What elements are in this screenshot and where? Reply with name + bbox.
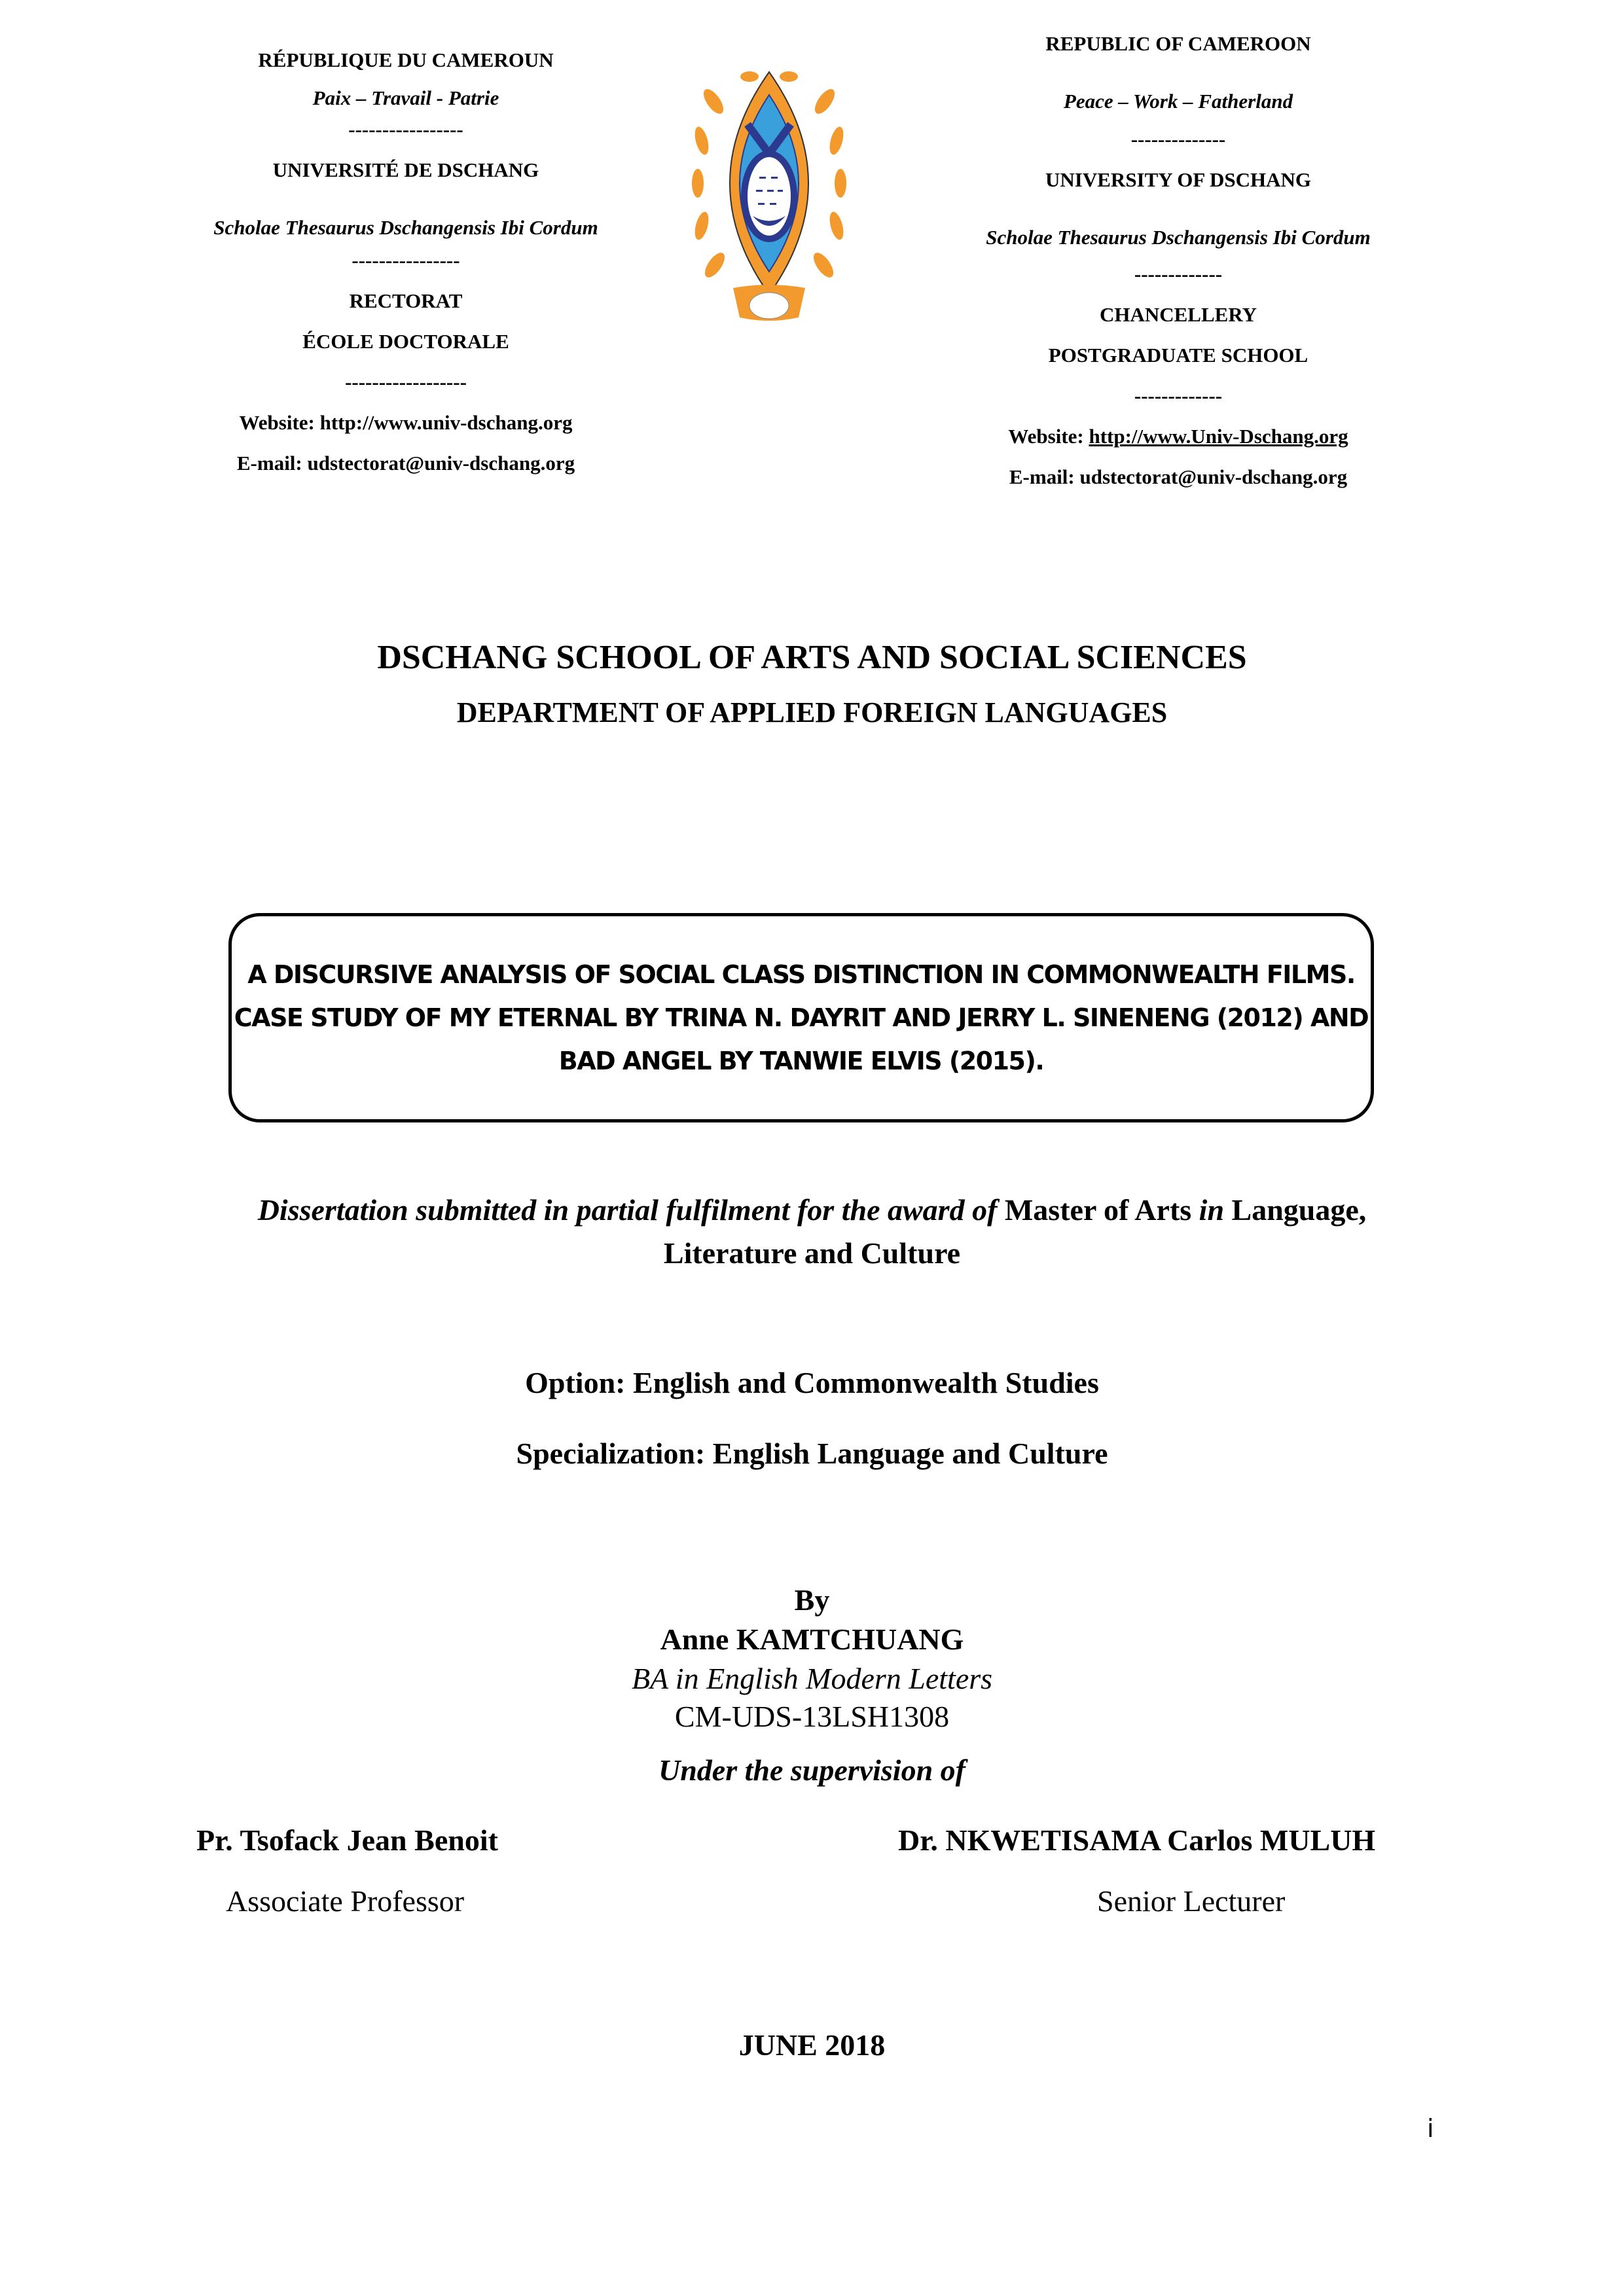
website-en-label: Website:: [1008, 425, 1089, 448]
supervision-label: Under the supervision of: [659, 1753, 965, 1787]
supervisor-1-name: Pr. Tsofack Jean Benoit: [196, 1823, 498, 1857]
separator-fr-1: -----------------: [348, 118, 463, 141]
supervisor-2-title: Senior Lecturer: [1097, 1884, 1286, 1918]
latin-motto-en: Scholae Thesaurus Dschangensis Ibi Cordum: [986, 226, 1371, 249]
title-line-1: A DISCURSIVE ANALYSIS OF SOCIAL CLASS DISTINCTION IN COMMONWEALTH FILMS.: [247, 960, 1355, 989]
separator-fr-3: ------------------: [345, 370, 467, 393]
motto-en: Peace – Work – Fatherland: [1063, 90, 1293, 113]
supervisor-2-name: Dr. NKWETISAMA Carlos MULUH: [898, 1823, 1376, 1857]
motto-fr: Paix – Travail - Patrie: [312, 86, 499, 109]
website-en-link[interactable]: http://www.Univ-Dschang.org: [1089, 425, 1348, 448]
submission-field: Language,: [1231, 1193, 1367, 1227]
submission-line-2: Literature and Culture: [663, 1236, 961, 1270]
submission-date: JUNE 2018: [738, 2028, 886, 2062]
separator-fr-2: ----------------: [352, 249, 460, 272]
department-name: DEPARTMENT OF APPLIED FOREIGN LANGUAGES: [456, 696, 1168, 728]
email-en[interactable]: E-mail: udstectorat@univ-dschang.org: [1009, 465, 1348, 488]
university-fr: UNIVERSITÉ DE DSCHANG: [272, 158, 539, 181]
option: Option: English and Commonwealth Studies: [525, 1366, 1099, 1399]
school-en: POSTGRADUATE SCHOOL: [1048, 344, 1308, 367]
submission-degree: Master of Arts: [1004, 1193, 1192, 1227]
office-fr: RECTORAT: [349, 289, 463, 312]
specialization: Specialization: English Language and Culture: [516, 1437, 1108, 1470]
latin-motto-fr: Scholae Thesaurus Dschangensis Ibi Cordum: [213, 216, 598, 239]
title-line-3: BAD ANGEL BY TANWIE ELVIS (2015).: [558, 1047, 1044, 1075]
by-label: By: [794, 1583, 830, 1617]
school-name: DSCHANG SCHOOL OF ARTS AND SOCIAL SCIENCES: [377, 639, 1247, 676]
website-en: [943, 425, 1414, 465]
university-en: UNIVERSITY OF DSCHANG: [1045, 168, 1311, 191]
email-fr[interactable]: E-mail: udstectorat@univ-dschang.org: [236, 452, 575, 475]
submission-part-2: in: [1199, 1193, 1225, 1227]
office-en: CHANCELLERY: [1099, 303, 1257, 326]
title-line-2: CASE STUDY OF MY ETERNAL BY TRINA N. DAYRIT AND JERRY L. SINENENG (2012) AND: [234, 1003, 1369, 1032]
supervisor-1-title: Associate Professor: [226, 1884, 465, 1918]
country-fr: RÉPUBLIQUE DU CAMEROUN: [258, 48, 554, 71]
separator-en-3: -------------: [1134, 384, 1223, 407]
submission-statement: [0, 1193, 1624, 1227]
dissertation-title-box: [228, 913, 1374, 1122]
header-french: [170, 46, 641, 492]
author-name: Anne KAMTCHUANG: [660, 1623, 964, 1656]
country-en: REPUBLIC OF CAMEROON: [1045, 32, 1311, 55]
author-degree: BA in English Modern Letters: [631, 1662, 993, 1695]
university-crest-icon: [687, 56, 851, 331]
website-fr[interactable]: Website: http://www.univ-dschang.org: [239, 411, 573, 434]
author-matricule: CM-UDS-13LSH1308: [674, 1700, 950, 1733]
separator-en-1: --------------: [1130, 128, 1226, 151]
school-fr: ÉCOLE DOCTORALE: [302, 330, 509, 353]
page-number: i: [1427, 2114, 1434, 2143]
submission-part-1: Dissertation submitted in partial fulfilment for the award of: [257, 1193, 998, 1227]
header-english: [943, 29, 1414, 506]
separator-en-2: -------------: [1134, 262, 1223, 285]
